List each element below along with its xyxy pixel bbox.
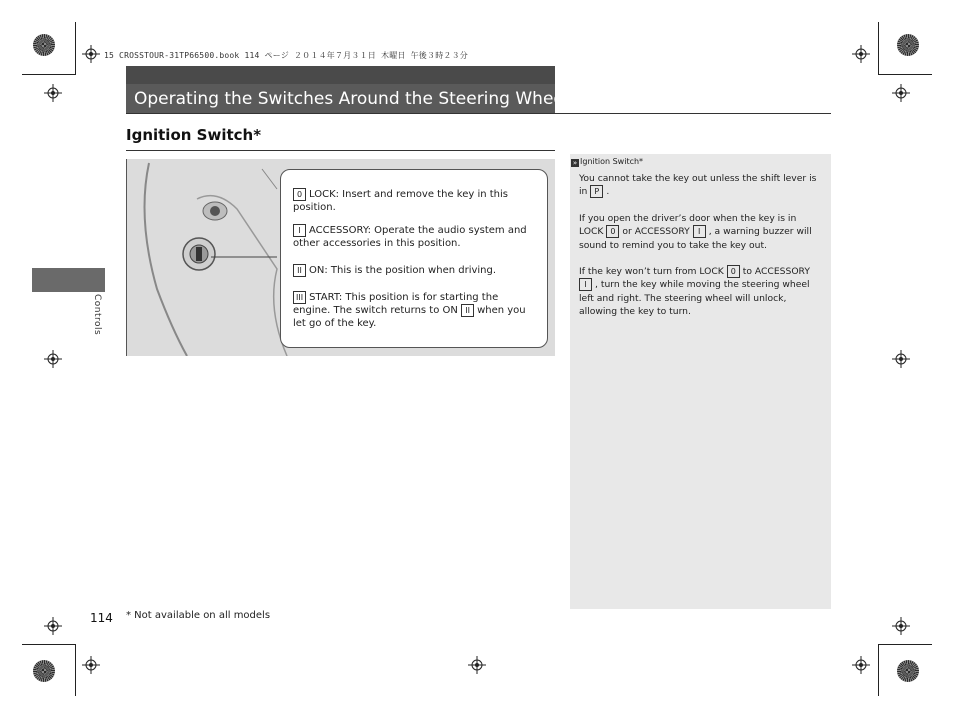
- color-rosette-icon: [33, 34, 55, 56]
- registration-mark-icon: [82, 656, 100, 674]
- start-position-desc: [293, 291, 537, 330]
- note-text: If you open the driver’s door when the key is in LOCK: [579, 212, 797, 238]
- note-paragraph: [579, 212, 823, 252]
- key-symbol: P: [590, 185, 603, 198]
- chapter-side-tab: [32, 268, 105, 292]
- key-symbol: 0: [606, 225, 619, 238]
- note-text: , turn the key while moving the steering wheel left and right. The steering wheel will unlock, allowing the key to turn.: [579, 279, 810, 318]
- note-paragraph: [579, 172, 823, 199]
- registration-mark-icon: [44, 617, 62, 635]
- ignition-positions-callout: [280, 169, 548, 348]
- start-text-a: START: This position is for starting the engine. The switch returns to ON: [293, 292, 499, 316]
- registration-mark-icon: [852, 656, 870, 674]
- reference-arrow-icon: »: [572, 159, 578, 167]
- key-symbol: I: [693, 225, 706, 238]
- registration-mark-icon: [892, 617, 910, 635]
- key-symbol: II: [293, 264, 306, 277]
- color-rosette-icon: [897, 660, 919, 682]
- footnote: * Not available on all models: [126, 610, 271, 621]
- note-text: to ACCESSORY: [742, 266, 810, 278]
- note-text: You cannot take the key out unless the shift lever is in: [579, 173, 817, 198]
- accessory-text: ACCESSORY: Operate the audio system and other accessories in this position.: [293, 225, 527, 249]
- on-position-desc: [293, 264, 537, 277]
- lock-text: LOCK: Insert and remove the key in this position.: [293, 189, 508, 213]
- key-symbol: 0: [727, 265, 740, 278]
- key-symbol: I: [579, 278, 592, 291]
- side-tab-label: Controls: [92, 294, 102, 336]
- registration-mark-icon: [852, 45, 870, 63]
- accessory-position-desc: [293, 224, 537, 250]
- registration-mark-icon: [892, 84, 910, 102]
- key-symbol: II: [461, 304, 474, 317]
- note-text: .: [606, 186, 610, 198]
- note-body: [579, 172, 823, 332]
- key-symbol: 0: [293, 188, 306, 201]
- chapter-title-bar-top: [126, 66, 555, 84]
- registration-mark-icon: [892, 350, 910, 368]
- color-rosette-icon: [33, 660, 55, 682]
- key-symbol: I: [293, 224, 306, 237]
- color-rosette-icon: [897, 34, 919, 56]
- note-header: [571, 157, 643, 167]
- key-symbol: III: [293, 291, 306, 304]
- on-text: ON: This is the position when driving.: [309, 265, 497, 276]
- page-number: 114: [90, 611, 113, 625]
- title-divider: [126, 113, 831, 114]
- lock-position-desc: [293, 188, 537, 214]
- note-paragraph: [579, 265, 823, 319]
- note-text: If the key won’t turn from LOCK: [579, 266, 724, 278]
- note-text: or ACCESSORY: [622, 226, 690, 238]
- section-divider: [126, 150, 555, 151]
- registration-mark-icon: [82, 45, 100, 63]
- note-text: , a warning buzzer will sound to remind you to take the key out.: [579, 226, 812, 251]
- print-header: 15 CROSSTOUR-31TP66500.book 114 ページ ２０１４年７月３１日 木曜日 午後３時２３分: [104, 51, 469, 60]
- section-title: Ignition Switch*: [126, 126, 262, 144]
- registration-mark-icon: [44, 350, 62, 368]
- chapter-title: Operating the Switches Around the Steering Wheel: [134, 89, 569, 109]
- note-header-text: Ignition Switch*: [580, 157, 644, 166]
- registration-mark-icon: [44, 84, 62, 102]
- start-text-b: when you let go of the key.: [293, 305, 526, 329]
- registration-mark-icon: [468, 656, 486, 674]
